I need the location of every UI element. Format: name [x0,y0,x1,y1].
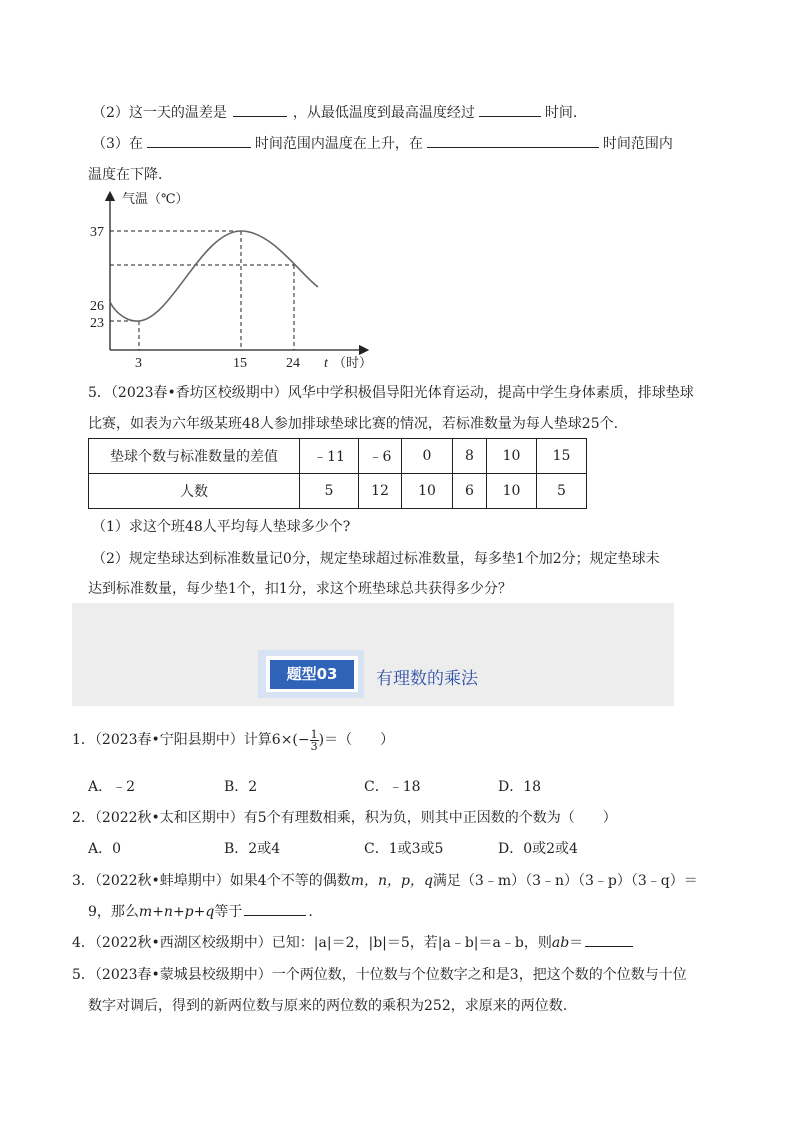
mult-question-2-option-d[interactable]: D．0或2或4 [498,841,578,857]
problem-5-line-1: 5．（2023春•香坊区校级期中）风华中学积极倡导阳光体育运动，提高中学生身体素质，排球垫球 [88,385,694,401]
question-2-text-b: ，从最低温度到最高温度经过 [292,105,475,121]
mult-question-4-text-a: 4．（2022秋•西湖区校级期中）已知：|a|＝2，|b|＝5，若|a﹣b|＝a﹣b，则 [72,935,552,951]
table-cell: 15 [537,439,587,474]
answer-blank[interactable] [244,901,306,916]
section-banner [72,603,674,706]
mult-question-4 [72,932,633,952]
section-title: 有理数的乘法 [376,669,478,689]
problem-5-sub-1: （1）求这个班48人平均每人垫球多少个? [92,519,351,535]
mult-question-1 [72,728,394,752]
row-header: 垫球个数与标准数量的差值 [89,439,300,474]
mult-question-3-line-1 [72,870,698,890]
x-tick-3: 3 [135,356,142,371]
answer-blank[interactable] [147,133,251,148]
data-table [88,438,587,509]
answer-blank[interactable] [479,102,541,117]
x-axis-variable: t [324,356,328,371]
mult-question-3-text-a: 3．（2022秋•蚌埠期中）如果4个不等的偶数 [72,873,351,889]
section-tag: 题型03 [270,660,354,689]
mult-question-4-text-b: ＝ [569,935,584,951]
table-cell: 10 [487,474,537,509]
mult-question-2: 2．（2022秋•太和区期中）有5个有理数相乘，积为负，则其中正因数的个数为（ ） [72,810,617,826]
mult-question-3-vars: m，n，p，q [350,873,433,889]
mult-question-3-text-d: 等于 [214,904,243,920]
table-cell: 5 [537,474,587,509]
mult-question-2-option-c[interactable]: C．1或3或5 [364,841,444,857]
answer-blank[interactable] [427,133,599,148]
row-header: 人数 [89,474,300,509]
table-cell: 10 [402,474,453,509]
problem-5-sub-2-line-2: 达到标准数量，每少垫1个，扣1分，求这个班垫球总共获得多少分？ [88,581,512,597]
answer-blank[interactable] [585,932,633,947]
mult-question-1-option-a[interactable]: A．﹣2 [88,779,136,795]
mult-question-1-option-d[interactable]: D．18 [498,779,542,795]
question-3-text-c: 时间范围内 [602,136,673,152]
mult-question-3-text-b: 满足（3﹣m）（3﹣n）（3﹣p）（3﹣q）＝ [432,873,698,889]
temperature-graph [84,190,384,375]
mult-question-3-line-2 [88,901,313,921]
question-3-continuation: 温度在下降. [88,167,163,183]
table-row [89,439,587,474]
table-cell: 6 [453,474,487,509]
mult-question-1-option-b[interactable]: B．2 [224,779,258,795]
guide-lines [110,231,294,350]
mult-question-4-expr: ab [551,935,570,951]
y-axis-label: 气温（℃） [122,191,189,206]
table-row [89,474,587,509]
question-2-text-c: 时间. [544,105,578,121]
mult-question-2-option-b[interactable]: B．2或4 [224,841,281,857]
mult-question-5-line-2: 数字对调后，得到的新两位数与原来的两位数的乘积为252，求原来的两位数. [88,998,568,1014]
y-tick-26: 26 [90,299,104,314]
answer-blank[interactable] [233,102,287,117]
x-tick-15: 15 [233,356,247,371]
table-cell: 5 [300,474,359,509]
mult-question-3-text-e: . [308,904,313,920]
temperature-curve [110,231,318,321]
table-cell: 12 [359,474,402,509]
question-2 [92,102,577,122]
fraction-denominator: 3 [310,739,318,753]
table-cell: ﹣11 [300,439,359,474]
question-3-text-b: 时间范围内温度在上升，在 [254,136,423,152]
mult-question-1-option-c[interactable]: C．﹣18 [364,779,421,795]
question-2-text-a: （2）这一天的温差是 [92,105,227,121]
question-3 [92,133,673,153]
problem-5-line-2: 比赛，如表为六年级某班48人参加排球垫球比赛的情况，若标准数量为每人垫球25个. [88,416,619,432]
question-3-text-a: （3）在 [92,136,143,152]
table-cell: ﹣6 [359,439,402,474]
table-cell: 10 [487,439,537,474]
fraction [310,729,319,752]
mult-question-5-line-1: 5．（2023春•蒙城县校级期中）一个两位数，十位数与个位数字之和是3，把这个数的个位数与十位 [72,967,687,983]
x-tick-24: 24 [286,356,300,371]
mult-question-1-stem-b: )＝（ ） [318,732,395,748]
mult-question-1-stem-a: 1．（2023春•宁阳县期中）计算6×(− [72,732,310,748]
x-axis-unit: （时） [333,355,373,370]
mult-question-2-option-a[interactable]: A．0 [88,841,122,857]
y-tick-23: 23 [90,316,104,331]
table-cell: 0 [402,439,453,474]
table-cell: 8 [453,439,487,474]
y-tick-37: 37 [90,225,104,240]
mult-question-3-expr: m+n+p+q [138,904,215,920]
problem-5-sub-2-line-1: （2）规定垫球达到标准数量记0分，规定垫球超过标准数量，每多垫1个加2分；规定垫球未 [92,551,660,567]
mult-question-3-text-c: 9，那么 [88,904,139,920]
fraction-numerator: 1 [310,727,318,741]
